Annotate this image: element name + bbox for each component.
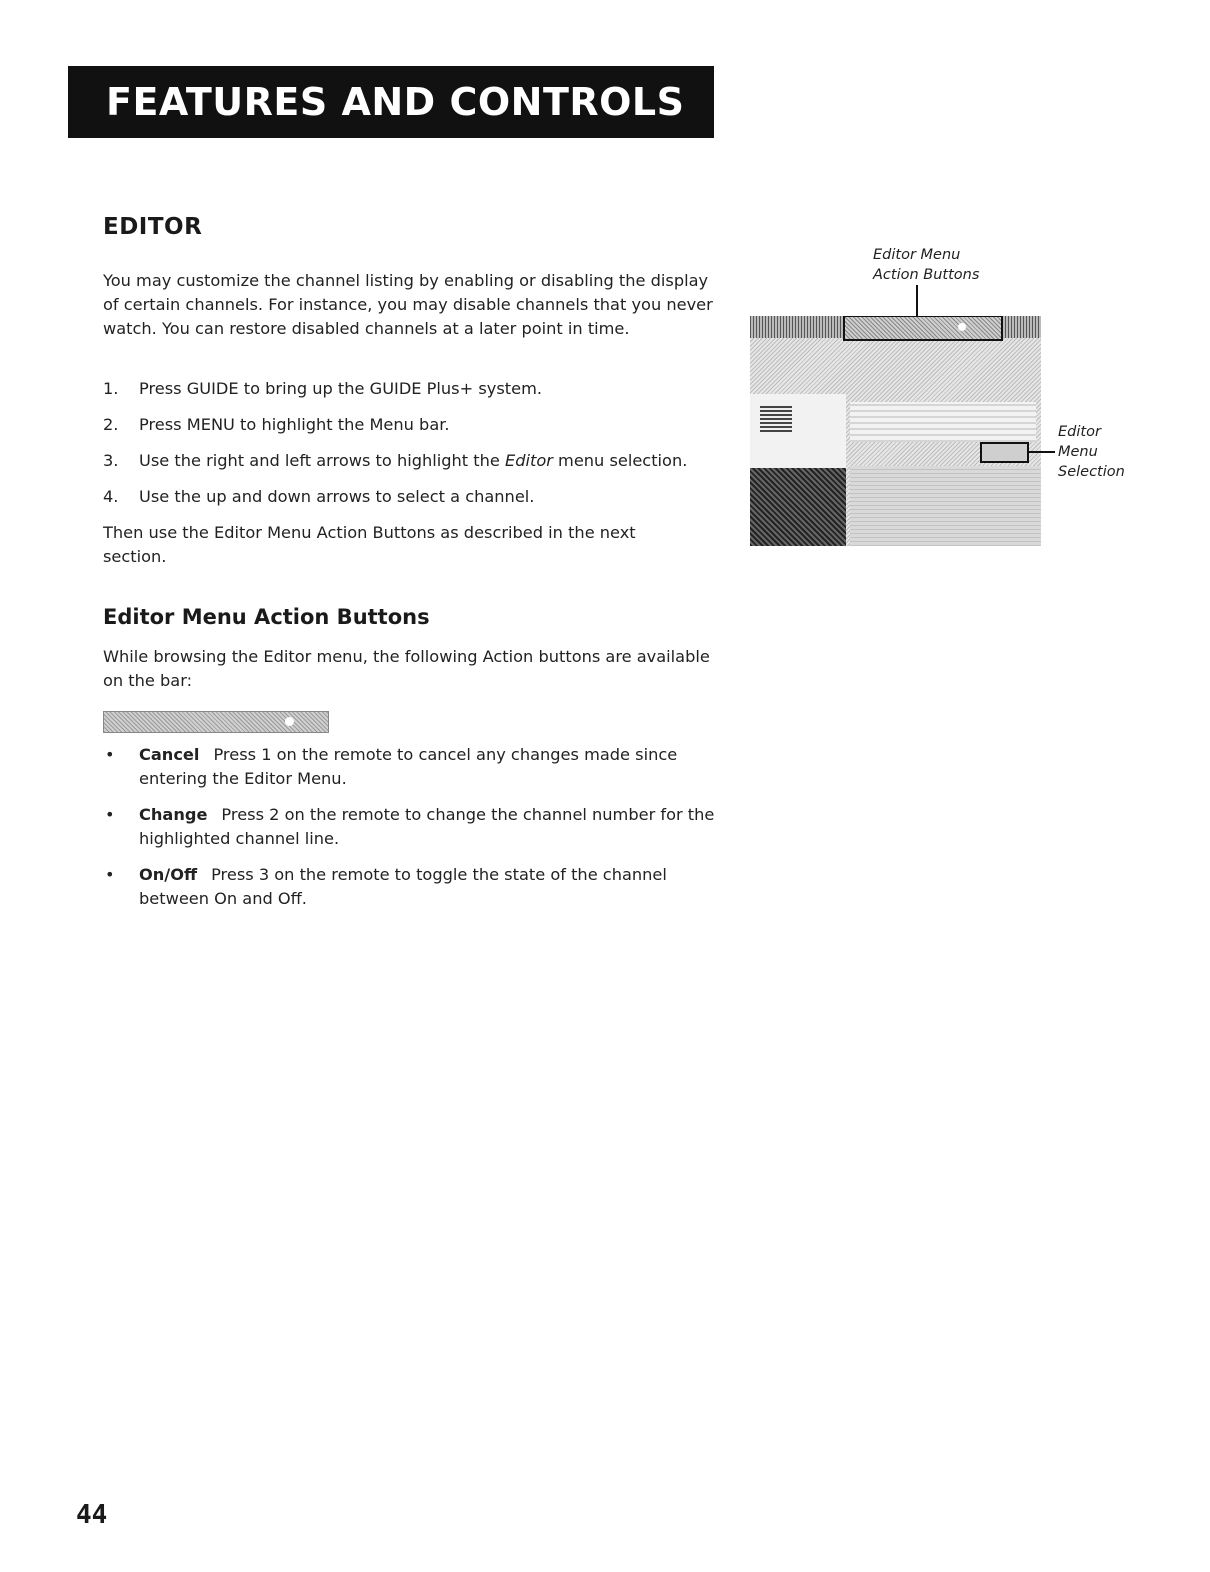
bullet-term: Cancel xyxy=(139,745,200,764)
step-number: 2. xyxy=(103,415,119,434)
action-bar-image xyxy=(103,711,329,733)
banner-title: FEATURES AND CONTROLS xyxy=(106,80,685,124)
screen-action-buttons-highlight xyxy=(843,316,1003,341)
action-buttons-list xyxy=(103,743,718,923)
page-number: 44 xyxy=(76,1500,108,1530)
bullet-text: Press 3 on the remote to toggle the state of the channel between On and Off. xyxy=(139,865,667,908)
caption-line: Selection xyxy=(1058,464,1125,480)
guide-screenshot xyxy=(750,316,1041,546)
step-text-after: menu selection. xyxy=(552,451,688,470)
editor-then: Then use the Editor Menu Action Buttons as described in the next section. xyxy=(103,523,636,566)
step-text: Press MENU to highlight the Menu bar. xyxy=(139,415,450,434)
step-text: Press GUIDE to bring up the GUIDE Plus+ system. xyxy=(139,379,542,398)
list-item xyxy=(103,863,718,911)
step-text-before: Use the right and left arrows to highlight the xyxy=(139,451,505,470)
action-buttons-heading: Editor Menu Action Buttons xyxy=(103,605,430,629)
bullet-body xyxy=(139,803,718,851)
caption-action-buttons xyxy=(873,245,979,285)
step-text xyxy=(139,449,687,473)
caption-line: Menu xyxy=(1058,444,1098,460)
screen-channel-rows xyxy=(850,466,1041,546)
bullet-term: Change xyxy=(139,805,208,824)
screen-editor-selection-highlight xyxy=(980,442,1029,463)
action-buttons-intro: While browsing the Editor menu, the following Action buttons are available on the bar: xyxy=(103,647,710,690)
bullet-term: On/Off xyxy=(139,865,198,884)
page-banner xyxy=(68,66,714,138)
screen-info-area xyxy=(850,402,1036,442)
step-text-emphasis: Editor xyxy=(504,451,553,470)
step-number: 4. xyxy=(103,487,119,506)
action-bar-segment-3 xyxy=(253,717,328,728)
list-item xyxy=(103,743,718,791)
step-number: 1. xyxy=(103,379,119,398)
editor-steps xyxy=(103,377,723,521)
bullet-body xyxy=(139,863,718,911)
step-item xyxy=(103,449,723,473)
step-text: Use the up and down arrows to select a channel. xyxy=(139,487,535,506)
screen-video-window xyxy=(750,468,846,546)
editor-intro: You may customize the channel listing by enabling or disabling the display of certain channels. For instance, you may disable channels that you never watch. You can restore disabled channels at a later point in time. xyxy=(103,271,713,338)
caption-line: Action Buttons xyxy=(873,267,980,283)
screen-dot-icon xyxy=(958,323,966,331)
step-item xyxy=(103,413,723,437)
step-item xyxy=(103,377,723,401)
caption-line: Editor Menu xyxy=(873,247,961,263)
bullet-body xyxy=(139,743,718,791)
list-item xyxy=(103,803,718,851)
caption-editor-selection xyxy=(1058,422,1125,482)
bullet-icon: • xyxy=(105,745,115,764)
action-bar-dot-icon xyxy=(285,717,294,726)
step-item xyxy=(103,485,723,509)
step-number: 3. xyxy=(103,451,119,470)
caption-line: Editor xyxy=(1058,424,1101,440)
bullet-icon: • xyxy=(105,865,115,884)
callout-line-horizontal xyxy=(1027,451,1055,453)
bullet-text: Press 1 on the remote to cancel any changes made since entering the Editor Menu. xyxy=(139,745,678,788)
callout-line-vertical xyxy=(916,285,918,317)
bullet-text: Press 2 on the remote to change the channel number for the highlighted channel line. xyxy=(139,805,715,848)
bullet-icon: • xyxy=(105,805,115,824)
editor-heading: EDITOR xyxy=(103,214,203,240)
screen-logo-icon xyxy=(760,406,792,432)
